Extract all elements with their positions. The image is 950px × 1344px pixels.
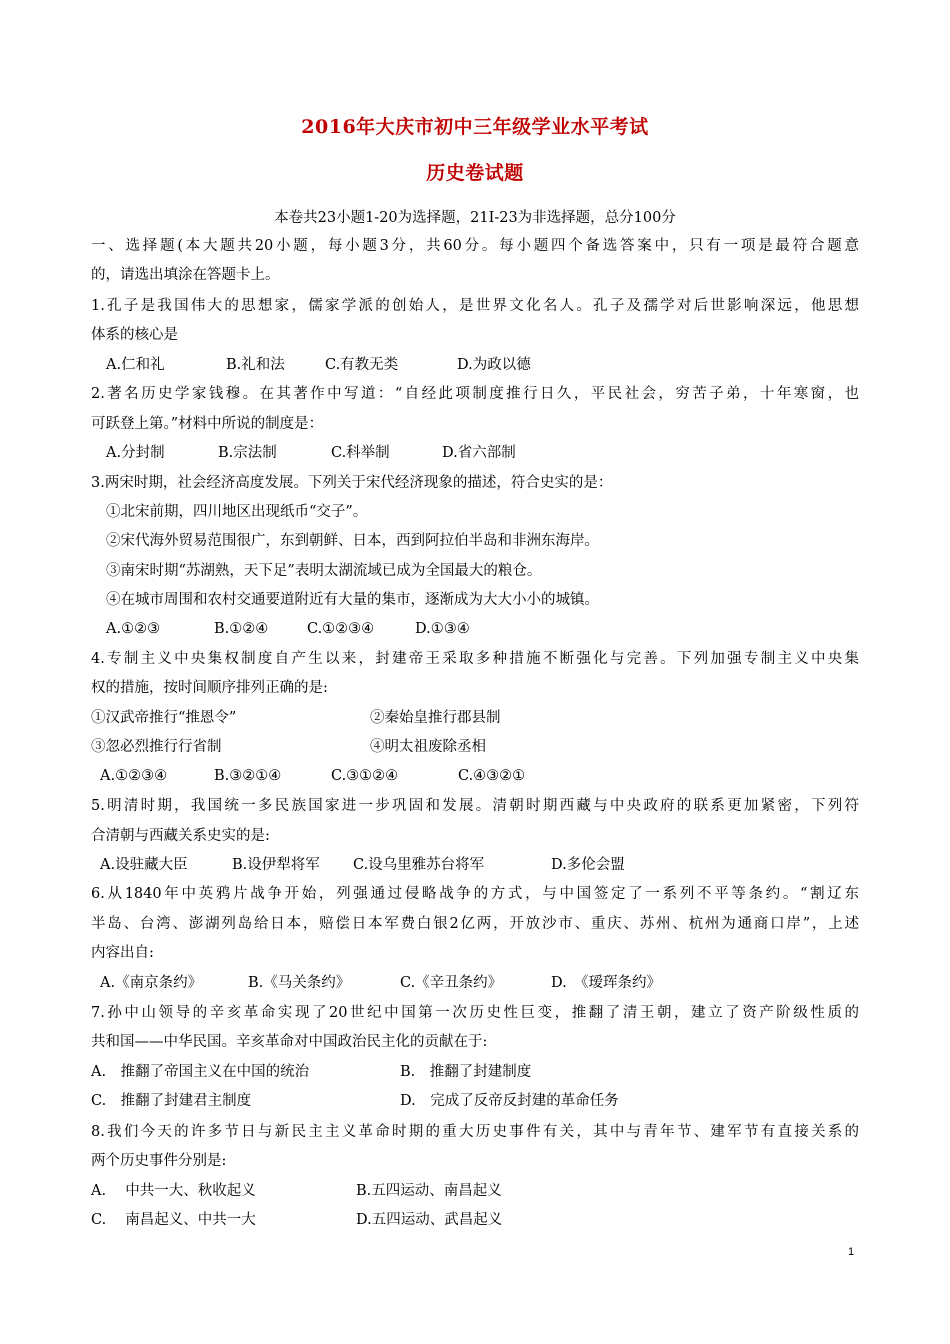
q1-option-d: D.为政以德	[457, 357, 531, 373]
exam-intro: 本卷共23小题1-20为选择题，21I-23为非选择题，总分100分	[274, 210, 676, 226]
q5-option-c: C.设乌里雅苏台将军	[353, 857, 485, 873]
q5-stem-line2: 合清朝与西藏关系史实的是:	[91, 828, 270, 844]
section-instructions-line2: 的，请选出填涂在答题卡上。	[91, 267, 280, 283]
q6-stem-line1: 6.从1840年中英鸦片战争开始，列强通过侵略战争的方式，与中国签定了一系列不平等条约。“割辽东	[91, 886, 859, 902]
q4-option-c: C.③①②④	[331, 768, 399, 784]
q5-option-b: B.设伊犁将军	[232, 857, 320, 873]
q7-option-a: A. 推翻了帝国主义在中国的统治	[91, 1064, 310, 1080]
q4-stem-line2: 权的措施，按时间顺序排列正确的是:	[91, 680, 328, 696]
q8-option-a: A. 中共一大、秋收起义	[91, 1183, 256, 1199]
q1-option-b: B.礼和法	[226, 357, 285, 373]
q3-item-4: ④在城市周围和农村交通要道附近有大量的集市，逐渐成为大大小小的城镇。	[106, 592, 599, 608]
exam-subtitle: 历史卷试题	[426, 162, 524, 184]
q7-option-d: D. 完成了反帝反封建的革命任务	[400, 1093, 619, 1109]
q1-option-c: C.有教无类	[325, 357, 399, 373]
q3-item-3: ③南宋时期“苏湖熟，天下足”表明太湖流域已成为全国最大的粮仓。	[106, 563, 542, 579]
q6-option-b: B.《马关条约》	[248, 975, 351, 991]
q6-stem-line3: 内容出自:	[91, 945, 154, 961]
q1-stem-line1: 1.孔子是我国伟大的思想家，儒家学派的创始人，是世界文化名人。孔子及孺学对后世影响深远，他思想	[91, 298, 859, 314]
q3-item-1: ①北宋前期，四川地区出现纸币“交子”。	[106, 504, 368, 520]
q3-option-d: D.①③④	[415, 621, 470, 637]
q6-stem-line2: 半岛、台湾、澎湖列岛给日本，赔偿日本军费白银2亿两，开放沙市、重庆、苏州、杭州为通商口岸”，上述	[91, 916, 859, 932]
q4-option-a: A.①②③④	[100, 768, 168, 784]
q3-stem: 3.两宋时期，社会经济高度发展。下列关于宋代经济现象的描述，符合史实的是：	[91, 475, 613, 491]
q5-option-a: A.设驻藏大臣	[100, 857, 188, 873]
q4-item-1: ①汉武帝推行“推恩令”	[91, 710, 237, 726]
q7-option-c: C. 推翻了封建君主制度	[91, 1093, 252, 1109]
section-instructions-line1: 一、选择题(本大题共20小题，每小题3分，共60分。每小题四个备选答案中，只有一项是最符合题意	[91, 238, 859, 254]
exam-title: 2016年大庆市初中三年级学业水平考试	[301, 116, 649, 138]
q4-item-3: ③忽必烈推行行省制	[91, 739, 222, 755]
q2-option-b: B.宗法制	[218, 445, 277, 461]
q4-option-b: B.③②①④	[214, 768, 282, 784]
q5-option-d: D.多伦会盟	[551, 857, 625, 873]
q3-option-c: C.①②③④	[307, 621, 375, 637]
q6-option-d: D. 《瑷珲条约》	[551, 975, 661, 991]
q8-stem-line1: 8.我们今天的许多节日与新民主主义革命时期的重大历史事件有关，其中与青年节、建军节有直接关系的	[91, 1124, 859, 1140]
q4-item-4: ④明太祖废除丞相	[370, 739, 486, 755]
q2-option-a: A.分封制	[106, 445, 165, 461]
q5-stem-line1: 5.明清时期，我国统一多民族国家进一步巩固和发展。清朝时期西藏与中央政府的联系更加紧密，下列符	[91, 798, 859, 814]
q3-option-b: B.①②④	[214, 621, 269, 637]
page-number: 1	[848, 1246, 855, 1258]
q3-option-a: A.①②③	[106, 621, 161, 637]
q2-option-c: C.科举制	[331, 445, 390, 461]
q8-stem-line2: 两个历史事件分别是:	[91, 1153, 227, 1169]
q7-option-b: B. 推翻了封建制度	[400, 1064, 532, 1080]
q2-option-d: D.省六部制	[442, 445, 516, 461]
q3-item-2: ②宋代海外贸易范围很广，东到朝鲜、日本，西到阿拉伯半岛和非洲东海岸。	[106, 533, 599, 549]
q1-option-a: A.仁和礼	[106, 357, 165, 373]
q2-stem-line1: 2.著名历史学家钱穆。在其著作中写道：“自经此项制度推行日久，平民社会，穷苦子弟，十年寒窗，也	[91, 386, 859, 402]
q4-stem-line1: 4.专制主义中央集权制度自产生以来，封建帝王采取多种措施不断强化与完善。下列加强专制主义中央集	[91, 651, 859, 667]
q4-option-d: C.④③②①	[458, 768, 526, 784]
q7-stem-line1: 7.孙中山领导的辛亥革命实现了20世纪中国第一次历史性巨变，推翻了清王朝，建立了资产阶级性质的	[91, 1005, 859, 1021]
q8-option-c: C. 南昌起义、中共一大	[91, 1212, 256, 1228]
q6-option-a: A.《南京条约》	[100, 975, 203, 991]
q7-stem-line2: 共和国——中华民国。辛亥革命对中国政治民主化的贡献在于:	[91, 1034, 488, 1050]
q2-stem-line2: 可跃登上第。”材料中所说的制度是：	[91, 416, 324, 432]
q1-stem-line2: 体系的核心是	[91, 327, 178, 343]
q8-option-d: D.五四运动、武昌起义	[356, 1212, 503, 1228]
q8-option-b: B.五四运动、南昌起义	[356, 1183, 502, 1199]
q4-item-2: ②秦始皇推行郡县制	[370, 710, 501, 726]
q6-option-c: C.《辛丑条约》	[400, 975, 503, 991]
